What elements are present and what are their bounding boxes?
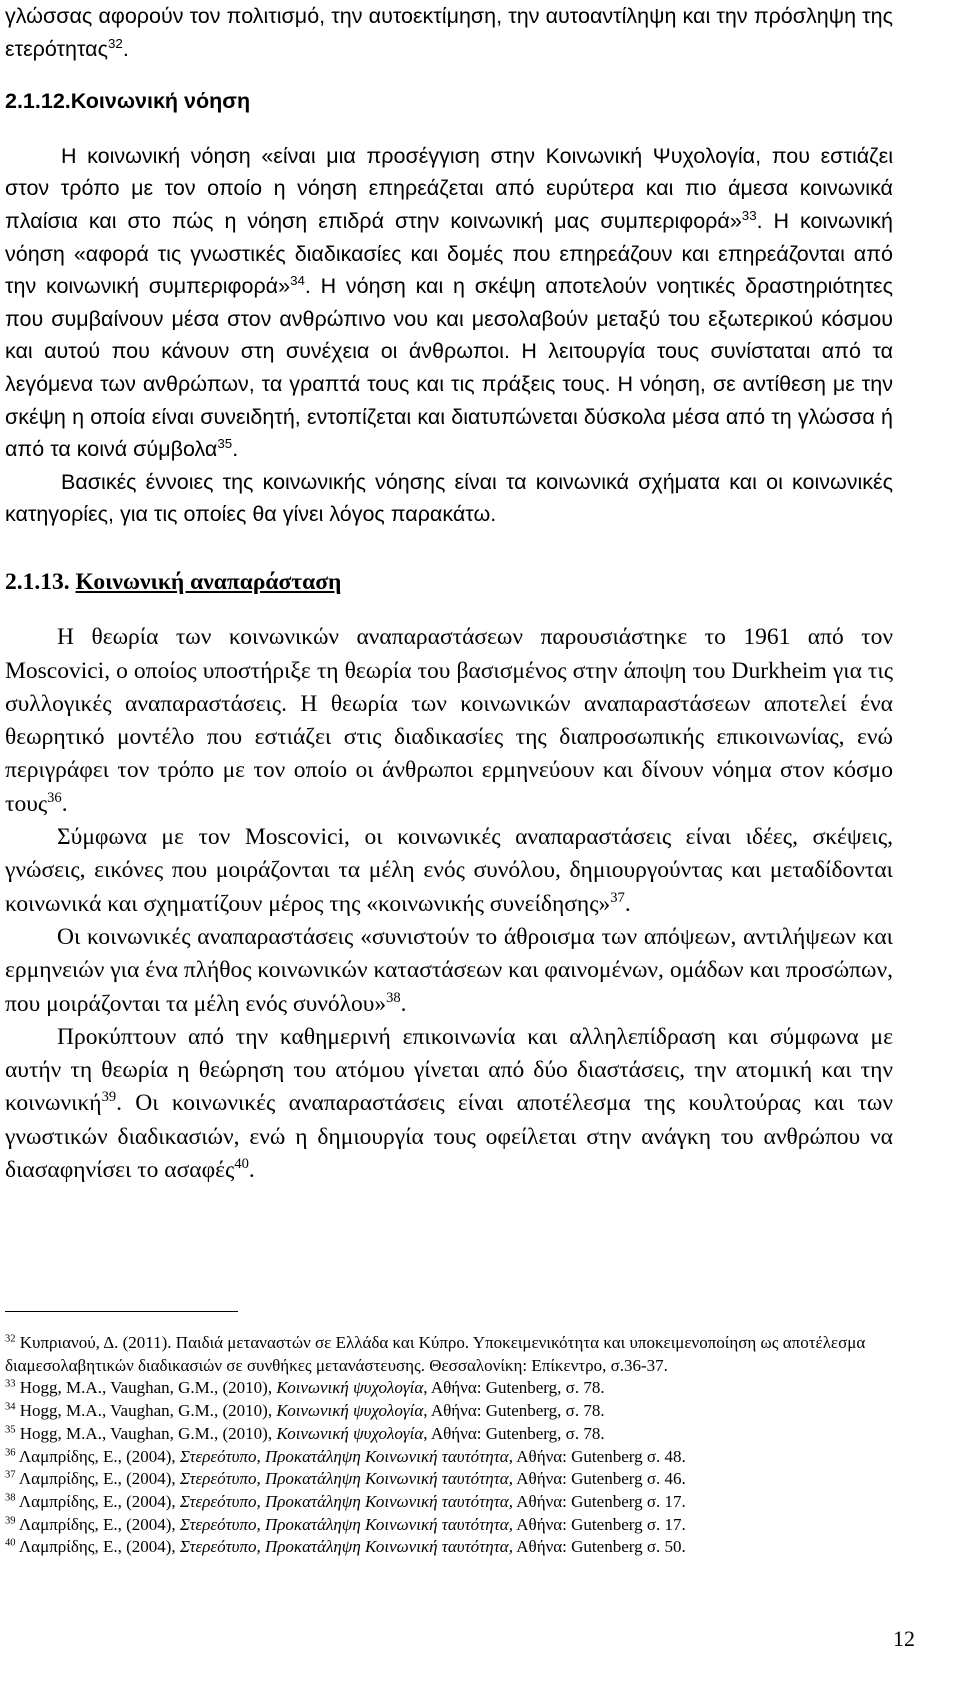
footnote-33: $^{33}$ Hogg, M.A., Vaughan, G.M., (2010), Κοινωνική ψυχολογία, Αθήνα: Gutenberg, σ. 78. bbox=[5, 1378, 605, 1398]
footnote-ref-40[interactable]: 40 bbox=[234, 1156, 249, 1173]
footnotes bbox=[5, 1332, 893, 1559]
page-number: 12 bbox=[893, 1626, 915, 1651]
heading-social-representation: 2.1.13. Κοινωνική αναπαράσταση bbox=[5, 569, 342, 595]
paragraph-representation-2: Σύμφωνα με τον Moscovici, οι κοινωνικές αναπαραστάσεις είναι ιδέες, σκέψεις, γνώσεις, εικόνες που μοιράζονται τα μέλη ενός συνόλου, δημιουργούντας και μεταδίδονται κοινωνικά και σχηματίζουν μέρος της «κοινωνικής συνείδησης»$^{37}$. bbox=[5, 824, 893, 917]
section-social-representation bbox=[5, 566, 893, 1187]
footnote-ref-36[interactable]: 36 bbox=[47, 789, 62, 806]
paragraph-social-cognition-2: Βασικές έννοιες της κοινωνικής νόησης είναι τα κοινωνικά σχήματα και οι κοινωνικές κατηγορίες, για τις οποίες θα γίνει λόγος παρακάτω. bbox=[5, 469, 893, 527]
footnote-ref-35[interactable]: 35 bbox=[217, 435, 233, 451]
footnote-39: $^{39}$ Λαμπρίδης, Ε., (2004), Στερεότυπο, Προκατάληψη Κοινωνική ταυτότητα, Αθήνα: Gutenberg σ. 17. bbox=[5, 1514, 686, 1534]
footnote-32: $^{32}$ Κυπριανού, Δ. (2011). Παιδιά μεταναστών σε Ελλάδα και Κύπρο. Υποκειμενικότητα και υποκειμενοποίηση ως αποτέλεσμα διαμεσολαβητικών διαδικασιών σε συνθήκες μετανάστευσης. Θεσσαλονίκη: Επίκεντρο, σ.36-37. bbox=[5, 1333, 866, 1375]
footnote-ref-34[interactable]: 34 bbox=[290, 273, 305, 288]
intro-paragraph: γλώσσας αφορούν τον πολιτισμό, την αυτοεκτίμηση, την αυτοαντίληψη και την πρόσληψη της ετερότητας$^{32}$. bbox=[5, 4, 893, 61]
footnote-38: $^{38}$ Λαμπρίδης, Ε., (2004), Στερεότυπο, Προκατάληψη Κοινωνική ταυτότητα, Αθήνα: Gutenberg σ. 17. bbox=[5, 1491, 686, 1511]
paragraph-representation-1: Η θεωρία των κοινωνικών αναπαραστάσεων παρουσιάστηκε το 1961 από τον Moscovici, ο οποίος υποστήριξε τη θεωρία του βασισμένος στην άποψη του Durkheim για τις συλλογικές αναπαραστάσεις. Η θεωρία των κοινωνικών αναπαραστάσεων αποτελεί ένα θεωρητικό μοντέλο που εστιάζει στις διαδικασίες της διαπροσωπικής επικοινωνίας, ενώ περιγράφει τον τρόπο με τον οποίο οι άνθρωποι ερμηνεύουν και δίνουν νόημα στον κόσμο τους$^{36}$. bbox=[5, 624, 893, 817]
footnote-35: $^{35}$ Hogg, M.A., Vaughan, G.M., (2010), Κοινωνική ψυχολογία, Αθήνα: Gutenberg, σ. 78. bbox=[5, 1423, 605, 1443]
paragraph-social-cognition-1: Η κοινωνική νόηση «είναι μια προσέγγιση στην Κοινωνική Ψυχολογία, που εστιάζει στον τρόπο με τον οποίο η νόηση επηρεάζεται από ευρύτερα και πιο άμεσα κοινωνικά πλαίσια και στο πώς η νόηση επιδρά στην κοινωνική μας συμπεριφορά»$^{33}$. Η κοινωνική νόηση «αφορά τις γνωστικές διαδικασίες και δομές που επηρεάζουν και επηρεάζονται από την κοινωνική συμπεριφορά»$^{34}$. Η νόηση και η σκέψη αποτελούν νοητικές δραστηριότητες που συμβαίνουν μέσα στον ανθρώπινο νου και μεσολαβούν μεταξύ του εξωτερικού κόσμου και αυτού που κάνουν στη συνέχεια οι άνθρωποι. Η λειτουργία τους συνίσταται από τα λεγόμενα των ανθρώπων, τα γραπτά τους και τις πράξεις τους. Η νόηση, σε αντίθεση με την σκέψη η οποία είναι συνειδητή, εντοπίζεται και διατυπώνεται δύσκολα μέσα από τη γλώσσα ή από τα κοινά σύμβολα$^{35}$. bbox=[5, 143, 894, 462]
paragraph-representation-4: Προκύπτουν από την καθημερινή επικοινωνία και αλληλεπίδραση και σύμφωνα με αυτήν τη θεωρία η θεώρηση του ατόμου γίνεται από δύο διαστάσεις, την ατομική και την κοινωνική$^{39}$. Οι κοινωνικές αναπαραστάσεις είναι αποτέλεσμα της κουλτούρας και των γνωστικών διαδικασιών, ενώ η δημιουργία τους οφείλεται στην ανάγκη του ανθρώπου να διασαφηνίσει το ασαφές$^{40}$. bbox=[5, 1023, 893, 1184]
footnote-ref-38[interactable]: 38 bbox=[386, 989, 401, 1006]
footnote-37: $^{37}$ Λαμπρίδης, Ε., (2004), Στερεότυπο, Προκατάληψη Κοινωνική ταυτότητα, Αθήνα: Gutenberg σ. 46. bbox=[5, 1469, 686, 1489]
section-social-cognition bbox=[5, 0, 893, 531]
footnote-40: $^{40}$ Λαμπρίδης, Ε., (2004), Στερεότυπο, Προκατάληψη Κοινωνική ταυτότητα, Αθήνα: Gutenberg σ. 50. bbox=[5, 1537, 686, 1557]
heading-social-cognition: 2.1.12.Κοινωνική νόηση bbox=[5, 89, 251, 114]
footnote-ref-33[interactable]: 33 bbox=[741, 207, 757, 223]
footnote-ref-32[interactable]: 32 bbox=[107, 35, 123, 51]
footnote-ref-39[interactable]: 39 bbox=[101, 1089, 117, 1106]
paragraph-representation-3: Οι κοινωνικές αναπαραστάσεις «συνιστούν το άθροισμα των απόψεων, αντιλήψεων και ερμηνειών για ένα πλήθος κοινωνικών καταστάσεων και φαινομένων, ομάδων και προσώπων, που μοιράζονται τα μέλη ενός συνόλου»$^{38}$. bbox=[5, 923, 893, 1017]
footnote-ref-37[interactable]: 37 bbox=[610, 889, 625, 906]
footnote-34: $^{34}$ Hogg, M.A., Vaughan, G.M., (2010), Κοινωνική ψυχολογία, Αθήνα: Gutenberg, σ. 78. bbox=[5, 1401, 605, 1421]
footnote-separator bbox=[5, 1311, 238, 1312]
footnote-36: $^{36}$ Λαμπρίδης, Ε., (2004), Στερεότυπο, Προκατάληψη Κοινωνική ταυτότητα, Αθήνα: Gutenberg σ. 48. bbox=[5, 1446, 686, 1466]
